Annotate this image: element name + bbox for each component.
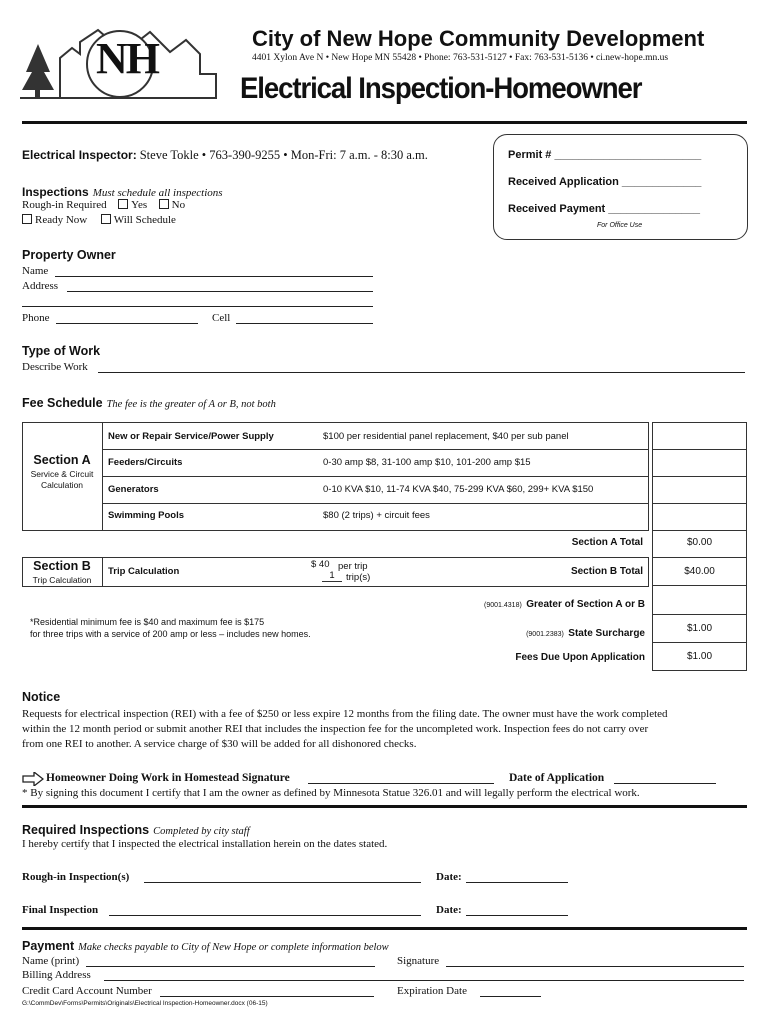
- payment-signature-label: Signature: [397, 955, 440, 967]
- fee-rate-service: $100 per residential panel replacement, $40 per sub panel: [323, 431, 569, 442]
- will-schedule-checkbox[interactable]: [101, 214, 111, 224]
- signature-field[interactable]: [308, 783, 494, 784]
- section-a-row-line-3: [102, 503, 648, 504]
- logo-letters: NH: [96, 34, 158, 83]
- office-use-box: [493, 134, 748, 240]
- owner-cell-label: Cell: [212, 312, 231, 324]
- payment-name-field[interactable]: [86, 966, 375, 967]
- required-inspections-label: Required Inspections: [22, 823, 150, 837]
- surcharge-code: (9001.2383): [526, 631, 564, 638]
- section-a-row-line-2: [102, 476, 648, 477]
- billing-address-field[interactable]: [104, 980, 744, 981]
- card-number-label: Credit Card Account Number: [22, 985, 152, 997]
- owner-name-field[interactable]: [55, 276, 373, 277]
- greater-box[interactable]: [652, 585, 747, 615]
- owner-cell-field[interactable]: [236, 323, 373, 324]
- rough-in-date-label: Date:: [436, 871, 462, 883]
- notice-line-3: from one REI to another. A service charge of $30 will be added for all dishonored checks.: [22, 738, 417, 750]
- fee-item-generators: Generators: [108, 484, 159, 495]
- signature-rule: [22, 805, 747, 808]
- min-fee-note-1: *Residential minimum fee is $40 and maximum fee is $175: [30, 617, 265, 627]
- fee-schedule-label: Fee Schedule: [22, 396, 103, 410]
- owner-phone-field[interactable]: [56, 323, 198, 324]
- section-b-title: Section B: [33, 559, 91, 573]
- trip-count-label: trip(s): [346, 572, 371, 583]
- fee-rate-pools: $80 (2 trips) + circuit fees: [323, 510, 430, 521]
- office-use-note: For Office Use: [597, 222, 643, 229]
- amount-col-line-2: [652, 476, 746, 477]
- date-of-application-label: Date of Application: [509, 772, 605, 784]
- min-fee-note-2: for three trips with a service of 200 amp or less – includes new homes.: [30, 629, 311, 639]
- section-a-total-value: $0.00: [686, 537, 713, 548]
- footer-path: G:\CommDev\Forms\Permits\Originals\Electrical Inspection-Homeowner.docx (06-15): [22, 1000, 268, 1007]
- greater-label: Greater of Section A or B: [526, 599, 645, 610]
- rough-in-required-row: [22, 199, 185, 211]
- received-payment-field[interactable]: Received Payment _______________: [508, 203, 701, 215]
- fees-due-label: Fees Due Upon Application: [515, 652, 645, 663]
- received-application-field[interactable]: Received Application _____________: [508, 176, 702, 188]
- notice-heading: Notice: [22, 690, 61, 704]
- surcharge-row: [440, 623, 645, 641]
- inspections-note: Must schedule all inspections: [92, 187, 223, 199]
- signature-certify: * By signing this document I certify that I am the owner as defined by Minnesota Statue 326.01 and will legally perform the electrical work.: [22, 787, 640, 799]
- trip-count[interactable]: 1: [322, 570, 342, 582]
- amount-col-line-1: [652, 449, 746, 450]
- signature-label: Homeowner Doing Work in Homestead Signature: [46, 772, 290, 784]
- required-inspections-note: Completed by city staff: [153, 826, 250, 837]
- ready-now-checkbox[interactable]: [22, 214, 32, 224]
- surcharge-value: $1.00: [686, 623, 713, 634]
- greater-row: [440, 594, 645, 612]
- per-trip-label: per trip: [338, 561, 368, 572]
- amount-col-line-3: [652, 503, 746, 504]
- owner-name-label: Name: [22, 265, 49, 277]
- per-trip-amount[interactable]: $ 40: [311, 559, 330, 570]
- section-b-divider: [102, 557, 103, 586]
- section-b-total-value: $40.00: [684, 566, 715, 577]
- owner-address-field-2[interactable]: [22, 306, 373, 307]
- inspections-rule: [22, 927, 747, 930]
- payment-heading: [22, 937, 389, 955]
- type-of-work-heading: Type of Work: [22, 344, 101, 358]
- inspections-label: Inspections: [22, 185, 89, 199]
- describe-work-label: Describe Work: [22, 361, 88, 373]
- payment-signature-field[interactable]: [446, 966, 744, 967]
- section-b-total-label: Section B Total: [570, 566, 643, 577]
- inspector-certify: I hereby certify that I inspected the electrical installation herein on the dates stated.: [22, 838, 388, 850]
- payment-note: Make checks payable to City of New Hope or complete information below: [78, 942, 389, 953]
- fee-item-service: New or Repair Service/Power Supply: [108, 431, 274, 442]
- owner-address-label: Address: [22, 280, 59, 292]
- property-owner-heading: Property Owner: [22, 248, 116, 262]
- org-title: City of New Hope Community Development: [252, 26, 705, 51]
- title-rule: [22, 121, 747, 124]
- payment-label: Payment: [22, 939, 75, 953]
- final-date-field[interactable]: [466, 915, 568, 916]
- fee-item-pools: Swimming Pools: [108, 510, 185, 521]
- payment-name-label: Name (print): [22, 955, 80, 967]
- form-title: Electrical Inspection-Homeowner: [240, 72, 642, 105]
- fees-due-value: $1.00: [686, 651, 713, 662]
- notice-line-2: within the 12 month period or submit another REI that includes the inspection fee for the uncompleted work. Inspection fees do not carry over: [22, 723, 649, 735]
- fee-rate-generators: 0-10 KVA $10, 11-74 KVA $40, 75-299 KVA $60, 299+ KVA $150: [323, 484, 594, 495]
- yes-label: Yes: [131, 199, 148, 211]
- expiration-date-field[interactable]: [480, 996, 541, 997]
- surcharge-label: State Surcharge: [568, 628, 645, 639]
- inspector-label: Electrical Inspector:: [22, 148, 137, 162]
- section-a-title: Section A: [33, 453, 91, 467]
- org-address: 4401 Xylon Ave N • New Hope MN 55428 • Phone: 763-531-5127 • Fax: 763-531-5136 • ci.new-hope.mn.us: [252, 53, 669, 63]
- card-number-field[interactable]: [160, 996, 374, 997]
- city-logo: [20, 24, 220, 102]
- no-checkbox[interactable]: [159, 199, 169, 209]
- yes-checkbox[interactable]: [118, 199, 128, 209]
- will-schedule-label: Will Schedule: [113, 214, 176, 226]
- section-a-subtitle: Service & Circuit Calculation: [30, 469, 94, 490]
- greater-code: (9001.4318): [484, 602, 522, 609]
- trip-calculation-label: Trip Calculation: [108, 566, 180, 577]
- fee-schedule-note: The fee is the greater of A or B, not both: [106, 399, 276, 410]
- schedule-row: [22, 214, 176, 226]
- permit-number-field[interactable]: Permit # ________________________: [508, 149, 702, 161]
- section-b-subtitle: Trip Calculation: [32, 575, 92, 585]
- ready-now-label: Ready Now: [35, 214, 88, 226]
- owner-address-field[interactable]: [67, 291, 373, 292]
- inspector-line: [22, 148, 428, 163]
- billing-address-label: Billing Address: [22, 969, 91, 981]
- date-of-application-field[interactable]: [614, 783, 716, 784]
- notice-line-1: Requests for electrical inspection (REI) with a fee of $250 or less expire 12 months from the filing date. The owner must have the work completed: [22, 708, 668, 720]
- section-a-total-label: Section A Total: [571, 537, 643, 548]
- final-inspection-field[interactable]: [109, 915, 421, 916]
- required-inspections-heading: [22, 821, 250, 839]
- final-inspection-label: Final Inspection: [22, 904, 99, 916]
- final-date-label: Date:: [436, 904, 462, 916]
- describe-work-field[interactable]: [98, 372, 745, 373]
- fee-item-feeders: Feeders/Circuits: [108, 457, 183, 468]
- fee-schedule-heading: [22, 394, 276, 412]
- rough-in-date-field[interactable]: [466, 882, 568, 883]
- rough-in-inspection-field[interactable]: [144, 882, 421, 883]
- rough-in-inspection-label: Rough-in Inspection(s): [22, 871, 130, 883]
- inspector-value: Steve Tokle • 763-390-9255 • Mon-Fri: 7 a.m. - 8:30 a.m.: [139, 148, 428, 162]
- fee-rate-feeders: 0-30 amp $8, 31-100 amp $10, 101-200 amp $15: [323, 457, 531, 468]
- owner-phone-label: Phone: [22, 312, 50, 324]
- section-a-row-line-1: [102, 449, 648, 450]
- no-label: No: [171, 199, 186, 211]
- rough-in-label: Rough-in Required: [22, 199, 107, 211]
- expiration-date-label: Expiration Date: [397, 985, 467, 997]
